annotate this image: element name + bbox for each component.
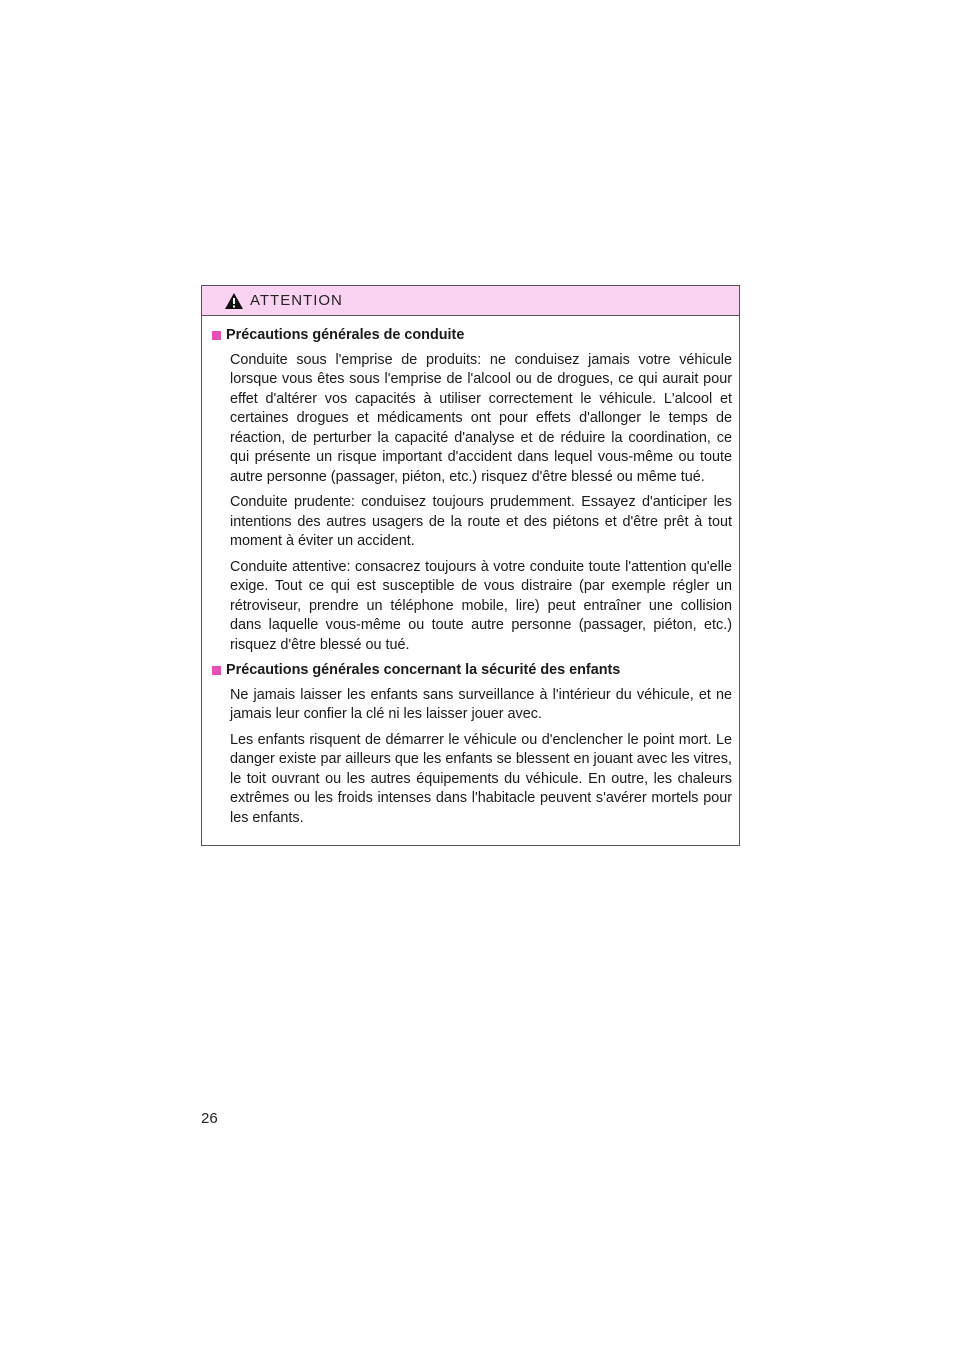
square-bullet-icon bbox=[212, 331, 221, 340]
section-child-safety bbox=[212, 661, 732, 828]
paragraph: Conduite prudente: conduisez toujours prudemment. Essayez d'anticiper les intentions des autres usagers de la route et des piétons et d'être prêt à tout moment à éviter un accident. bbox=[230, 494, 732, 549]
page-number: 26 bbox=[201, 1110, 218, 1127]
square-bullet-icon bbox=[212, 666, 221, 675]
section-heading bbox=[212, 326, 732, 346]
warning-triangle-icon bbox=[224, 292, 244, 310]
attention-title: ATTENTION bbox=[250, 292, 343, 309]
section-heading-text: Précautions générales de conduite bbox=[226, 327, 465, 343]
section-driving-precautions bbox=[212, 326, 732, 655]
paragraph: Conduite attentive: consacrez toujours à votre conduite toute l'attention qu'elle exige. Tout ce qui est susceptible de vous distraire (par exemple régler un rétroviseur, prendre un téléphone mobile, lire) peut entraîner une collision dans laquelle vous-même ou toute autre personne (passager, piéton, etc.) risquez d'être blessé ou tué. bbox=[230, 558, 732, 653]
section-heading bbox=[212, 661, 732, 681]
attention-header bbox=[202, 286, 739, 316]
paragraph: Conduite sous l'emprise de produits: ne conduisez jamais votre véhicule lorsque vous êtes sous l'emprise de l'alcool ou de drogues, ce qui aurait pour effet d'altérer vos capacités à utiliser correctement le véhicule. L'alcool et certaines drogues et médicaments ont pour effets d'allonger le temps de réaction, de perturber la capacité d'analyse et de réduire la coordination, ce qui présente un risque important d'accident dans lequel vous-même ou toute autre personne (passager, piéton, etc.) risquez d'être blessé ou même tué. bbox=[230, 351, 732, 485]
attention-body bbox=[202, 316, 739, 828]
attention-box bbox=[201, 285, 740, 846]
paragraph: Les enfants risquent de démarrer le véhicule ou d'enclencher le point mort. Le danger existe par ailleurs que les enfants se blessent en jouant avec les vitres, le toit ouvrant ou les autres équipements du véhicule. En outre, les chaleurs extrêmes ou les froids intenses dans l'habitacle peuvent s'avérer mortels pour les enfants. bbox=[230, 731, 732, 826]
section-heading-text: Précautions générales concernant la sécurité des enfants bbox=[226, 662, 621, 678]
paragraph: Ne jamais laisser les enfants sans surveillance à l'intérieur du véhicule, et ne jamais leur confier la clé ni les laisser jouer avec. bbox=[230, 686, 732, 722]
